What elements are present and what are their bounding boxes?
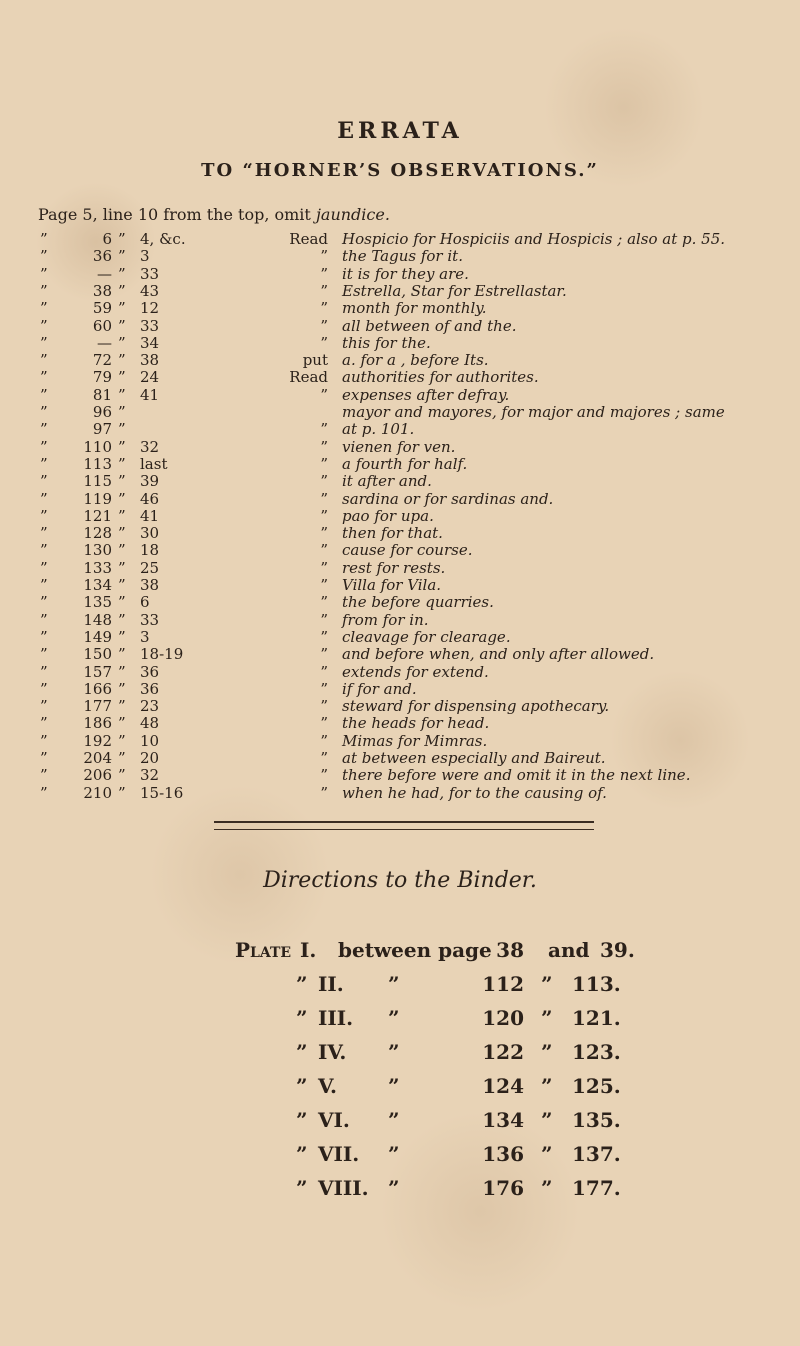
row-page-number: 204 (83, 749, 112, 767)
row-ditto-mark: ” (541, 1142, 553, 1166)
row-action: ” (320, 316, 328, 335)
row-action: ” (320, 541, 328, 560)
row-action: ” (320, 766, 328, 785)
plate-number: III. (318, 1006, 354, 1030)
errata-row (0, 784, 800, 807)
first-erratum (38, 205, 390, 224)
row-correction: rest for rests. (342, 558, 446, 577)
row-page-number: 149 (83, 627, 112, 646)
row-page-number: 166 (83, 679, 112, 698)
row-action: ” (320, 593, 328, 612)
row-action: ” (320, 714, 328, 733)
row-ditto-mark: ” (296, 972, 308, 996)
row-page-number: 115 (83, 472, 112, 491)
row-line-number: 33 (140, 264, 160, 283)
row-page-number: 134 (83, 576, 112, 594)
row-ditto-mark: ” (40, 403, 48, 421)
row-ditto-mark: ” (118, 437, 126, 456)
row-ditto-mark: ” (40, 593, 48, 612)
row-ditto-mark: ” (118, 299, 126, 318)
row-ditto-mark: ” (118, 403, 126, 421)
row-ditto-mark: ” (118, 368, 126, 387)
row-correction: from for in. (342, 610, 429, 629)
row-ditto-mark: ” (118, 645, 126, 664)
row-correction: sardina or for sardinas and. (342, 489, 554, 508)
plate-number: VIII. (318, 1176, 369, 1200)
row-page-number: 128 (83, 524, 112, 543)
row-correction: expenses after defray. (342, 385, 510, 404)
row-line-number: 36 (140, 679, 160, 698)
row-page-number: 186 (83, 714, 112, 733)
row-correction: pao for upa. (342, 506, 434, 525)
row-correction: mayor and mayores, for major and majores ; same (342, 403, 725, 421)
row-action: ” (320, 610, 328, 629)
first-erratum-text: Page 5, line 10 from the top, omit (38, 205, 316, 224)
row-action: ” (320, 627, 328, 646)
row-line-number: 32 (140, 437, 160, 456)
row-ditto-mark: ” (118, 472, 126, 491)
row-action: ” (320, 247, 328, 266)
row-correction: the Tagus for it. (342, 247, 463, 266)
row-line-number: 18-19 (140, 645, 184, 664)
row-ditto-mark: ” (40, 697, 48, 716)
row-ditto-mark: ” (40, 524, 48, 543)
plate-number: I. (300, 938, 317, 962)
row-ditto-mark: ” (40, 783, 48, 802)
row-ditto-mark: ” (40, 230, 48, 248)
row-action: ” (320, 454, 328, 473)
row-line-number: last (140, 454, 168, 473)
row-action: ” (320, 558, 328, 577)
section-divider (214, 821, 594, 830)
row-line-number: 46 (140, 489, 160, 508)
row-page-number: 130 (83, 541, 112, 560)
plate-row (0, 1006, 800, 1038)
row-line-number: 6 (140, 593, 150, 612)
row-ditto-mark: ” (40, 454, 48, 473)
plate-page-b: 177. (572, 1176, 621, 1200)
row-correction: the before quarries. (342, 593, 494, 612)
row-ditto-mark: ” (541, 1108, 553, 1132)
row-correction: at p. 101. (342, 420, 415, 439)
row-correction: this for the. (342, 333, 431, 352)
row-ditto-mark: ” (40, 749, 48, 767)
row-ditto-mark: ” (388, 1108, 400, 1132)
plate-page-b: 135. (572, 1108, 621, 1132)
first-erratum-omit-word: jaundice. (315, 205, 390, 224)
row-ditto-mark: ” (118, 610, 126, 629)
plate-page-b: 123. (572, 1040, 621, 1064)
plate-page-a: 112 (482, 972, 524, 996)
row-correction: Hospicio for Hospiciis and Hospicis ; also at p. 55. (342, 230, 726, 248)
row-correction: at between especially and Baireut. (342, 749, 606, 767)
row-line-number: 41 (140, 506, 160, 525)
row-action: ” (320, 333, 328, 352)
row-ditto-mark: ” (296, 1006, 308, 1030)
row-correction: cause for course. (342, 541, 473, 560)
row-ditto-mark: ” (118, 316, 126, 335)
row-correction: month for monthly. (342, 299, 487, 318)
row-page-number: 6 (102, 230, 112, 248)
row-page-number: — (97, 333, 112, 352)
row-ditto-mark: ” (118, 662, 126, 681)
plate-row (0, 1142, 800, 1174)
row-correction: all between of and the. (342, 316, 517, 335)
directions-heading: Directions to the Binder. (263, 868, 537, 893)
row-line-number: 39 (140, 472, 160, 491)
row-page-number: 59 (92, 299, 112, 318)
row-ditto-mark: ” (40, 766, 48, 785)
row-ditto-mark: ” (40, 385, 48, 404)
row-ditto-mark: ” (118, 420, 126, 439)
row-ditto-mark: ” (118, 731, 126, 750)
row-ditto-mark: ” (118, 385, 126, 404)
plate-number: V. (318, 1074, 337, 1098)
row-correction: cleavage for clearage. (342, 627, 511, 646)
row-action: ” (320, 420, 328, 439)
row-action: ” (320, 385, 328, 404)
row-line-number: 34 (140, 333, 160, 352)
row-ditto-mark: ” (118, 454, 126, 473)
row-line-number: 20 (140, 749, 160, 767)
row-correction: if for and. (342, 679, 417, 698)
plate-page-b: 113. (572, 972, 621, 996)
row-page-number: 119 (83, 489, 112, 508)
row-correction: there before were and omit it in the next line. (342, 766, 691, 785)
row-ditto-mark: ” (40, 506, 48, 525)
row-action: ” (320, 749, 328, 767)
row-ditto-mark: ” (118, 264, 126, 283)
plate-number: VI. (318, 1108, 350, 1132)
row-line-number: 12 (140, 299, 160, 318)
row-line-number: 48 (140, 714, 160, 733)
row-ditto-mark: ” (296, 1074, 308, 1098)
row-page-number: 113 (83, 454, 112, 473)
row-page-number: 79 (92, 368, 112, 387)
row-ditto-mark: ” (40, 627, 48, 646)
row-page-number: 192 (83, 731, 112, 750)
row-line-number: 41 (140, 385, 160, 404)
row-ditto-mark: ” (541, 1006, 553, 1030)
row-ditto-mark: ” (118, 697, 126, 716)
row-ditto-mark: ” (118, 541, 126, 560)
row-line-number: 33 (140, 610, 160, 629)
row-page-number: 135 (83, 593, 112, 612)
row-line-number: 32 (140, 766, 160, 785)
row-ditto-mark: ” (40, 679, 48, 698)
row-page-number: 206 (83, 766, 112, 785)
row-ditto-mark: ” (40, 576, 48, 594)
row-ditto-mark: ” (541, 1040, 553, 1064)
row-ditto-mark: ” (40, 541, 48, 560)
row-correction: extends for extend. (342, 662, 489, 681)
row-ditto-mark: ” (388, 972, 400, 996)
plate-number: II. (318, 972, 344, 996)
row-ditto-mark: ” (40, 437, 48, 456)
row-ditto-mark: ” (118, 506, 126, 525)
row-line-number: 33 (140, 316, 160, 335)
row-ditto-mark: ” (118, 230, 126, 248)
row-line-number: 10 (140, 731, 160, 750)
row-ditto-mark: ” (296, 1040, 308, 1064)
row-ditto-mark: ” (40, 247, 48, 266)
row-ditto-mark: ” (40, 420, 48, 439)
row-page-number: 150 (83, 645, 112, 664)
row-correction: it is for they are. (342, 264, 469, 283)
row-page-number: 157 (83, 662, 112, 681)
row-line-number: 18 (140, 541, 160, 560)
row-ditto-mark: ” (40, 489, 48, 508)
plate-row (0, 1176, 800, 1208)
plate-page-b: 137. (572, 1142, 621, 1166)
row-ditto-mark: ” (118, 783, 126, 802)
row-line-number: 15-16 (140, 783, 184, 802)
plate-page-b: 121. (572, 1006, 621, 1030)
plate-page-a: 38 (496, 938, 524, 962)
row-ditto-mark: ” (388, 1176, 400, 1200)
row-ditto-mark: ” (541, 972, 553, 996)
row-ditto-mark: ” (40, 714, 48, 733)
row-ditto-mark: ” (40, 558, 48, 577)
row-page-number: 177 (83, 697, 112, 716)
plate-page-a: 124 (482, 1074, 524, 1098)
row-action: ” (320, 662, 328, 681)
row-action: ” (320, 697, 328, 716)
row-action: Read (289, 230, 328, 248)
row-action: ” (320, 576, 328, 594)
plate-page-a: 134 (482, 1108, 524, 1132)
row-ditto-mark: ” (40, 731, 48, 750)
row-correction: then for that. (342, 524, 443, 543)
plate-page-a: 120 (482, 1006, 524, 1030)
row-ditto-mark: ” (40, 264, 48, 283)
row-action: ” (320, 281, 328, 300)
row-ditto-mark: ” (118, 766, 126, 785)
row-ditto-mark: ” (118, 714, 126, 733)
row-correction: vienen for ven. (342, 437, 456, 456)
row-line-number: 23 (140, 697, 160, 716)
row-ditto-mark: ” (118, 247, 126, 266)
row-ditto-mark: ” (118, 627, 126, 646)
row-page-number: 60 (92, 316, 112, 335)
row-line-number: 4, &c. (140, 230, 186, 248)
plate-page-a: 176 (482, 1176, 524, 1200)
row-line-number: 43 (140, 281, 160, 300)
row-ditto-mark: ” (118, 351, 126, 370)
row-page-number: 97 (92, 420, 112, 439)
row-action: ” (320, 679, 328, 698)
row-correction: a fourth for half. (342, 454, 468, 473)
row-page-number: 38 (92, 281, 112, 300)
row-line-number: 3 (140, 627, 150, 646)
row-page-number: 81 (92, 385, 112, 404)
plate-page-a: 136 (482, 1142, 524, 1166)
row-line-number: 30 (140, 524, 160, 543)
plate-page-a: 122 (482, 1040, 524, 1064)
row-action: ” (320, 524, 328, 543)
row-correction: steward for dispensing apothecary. (342, 697, 610, 716)
plate-number: VII. (318, 1142, 360, 1166)
page-subtitle: TO “HORNER’S OBSERVATIONS.” (201, 160, 599, 181)
row-action: ” (320, 489, 328, 508)
row-action: ” (320, 264, 328, 283)
row-correction: a. for a , before Its. (342, 351, 489, 370)
row-ditto-mark: ” (40, 368, 48, 387)
plate-page-b: 39. (600, 938, 635, 962)
row-correction: when he had, for to the causing of. (342, 783, 607, 802)
row-line-number: 3 (140, 247, 150, 266)
row-correction: Mimas for Mimras. (342, 731, 488, 750)
plate-row (0, 938, 800, 970)
row-ditto-mark: ” (40, 316, 48, 335)
row-page-number: 133 (83, 558, 112, 577)
row-ditto-mark: ” (388, 1006, 400, 1030)
row-action: ” (320, 645, 328, 664)
plate-number: IV. (318, 1040, 347, 1064)
row-page-number: 36 (92, 247, 112, 266)
row-line-number: 38 (140, 576, 160, 594)
row-line-number: 38 (140, 351, 160, 370)
row-action: ” (320, 783, 328, 802)
row-action: ” (320, 731, 328, 750)
row-page-number: 121 (83, 506, 112, 525)
row-correction: Villa for Vila. (342, 576, 442, 594)
row-correction: it after and. (342, 472, 432, 491)
plate-row (0, 1040, 800, 1072)
plate-lead-label: Plate (235, 938, 292, 962)
row-ditto-mark: ” (541, 1074, 553, 1098)
row-action: put (302, 351, 328, 370)
row-ditto-mark: ” (388, 1142, 400, 1166)
row-correction: Estrella, Star for Estrellastar. (342, 281, 567, 300)
row-ditto-mark: ” (388, 1074, 400, 1098)
row-line-number: 24 (140, 368, 160, 387)
row-ditto-mark: ” (541, 1176, 553, 1200)
plate-row (0, 1108, 800, 1140)
row-ditto-mark: ” (118, 333, 126, 352)
row-ditto-mark: ” (118, 281, 126, 300)
row-ditto-mark: ” (118, 593, 126, 612)
plate-row (0, 972, 800, 1004)
row-correction: the heads for head. (342, 714, 490, 733)
row-page-number: 110 (83, 437, 112, 456)
plate-row (0, 1074, 800, 1106)
row-ditto-mark: ” (118, 489, 126, 508)
row-ditto-mark: ” (118, 576, 126, 594)
row-page-number: 96 (92, 403, 112, 421)
row-ditto-mark: ” (296, 1108, 308, 1132)
row-ditto-mark: ” (118, 524, 126, 543)
row-ditto-mark: ” (118, 679, 126, 698)
row-correction: and before when, and only after allowed. (342, 645, 655, 664)
row-page-number: — (97, 264, 112, 283)
row-ditto-mark: ” (118, 749, 126, 767)
plate-and-label: and (548, 938, 590, 962)
row-page-number: 148 (83, 610, 112, 629)
row-action: ” (320, 506, 328, 525)
row-line-number: 36 (140, 662, 160, 681)
row-action: Read (289, 368, 328, 387)
row-ditto-mark: ” (40, 472, 48, 491)
row-correction: authorities for authorites. (342, 368, 539, 387)
row-ditto-mark: ” (388, 1040, 400, 1064)
row-ditto-mark: ” (296, 1176, 308, 1200)
plate-page-b: 125. (572, 1074, 621, 1098)
row-ditto-mark: ” (296, 1142, 308, 1166)
row-ditto-mark: ” (40, 333, 48, 352)
row-ditto-mark: ” (40, 351, 48, 370)
row-page-number: 210 (83, 783, 112, 802)
row-action: ” (320, 437, 328, 456)
row-action: ” (320, 472, 328, 491)
row-ditto-mark: ” (40, 299, 48, 318)
row-page-number: 72 (92, 351, 112, 370)
row-ditto-mark: ” (118, 558, 126, 577)
row-ditto-mark: ” (40, 662, 48, 681)
row-ditto-mark: ” (40, 610, 48, 629)
row-ditto-mark: ” (40, 281, 48, 300)
plate-between-label: between page (338, 938, 492, 962)
page-title: ERRATA (337, 118, 463, 144)
row-ditto-mark: ” (40, 645, 48, 664)
row-line-number: 25 (140, 558, 160, 577)
row-action: ” (320, 299, 328, 318)
